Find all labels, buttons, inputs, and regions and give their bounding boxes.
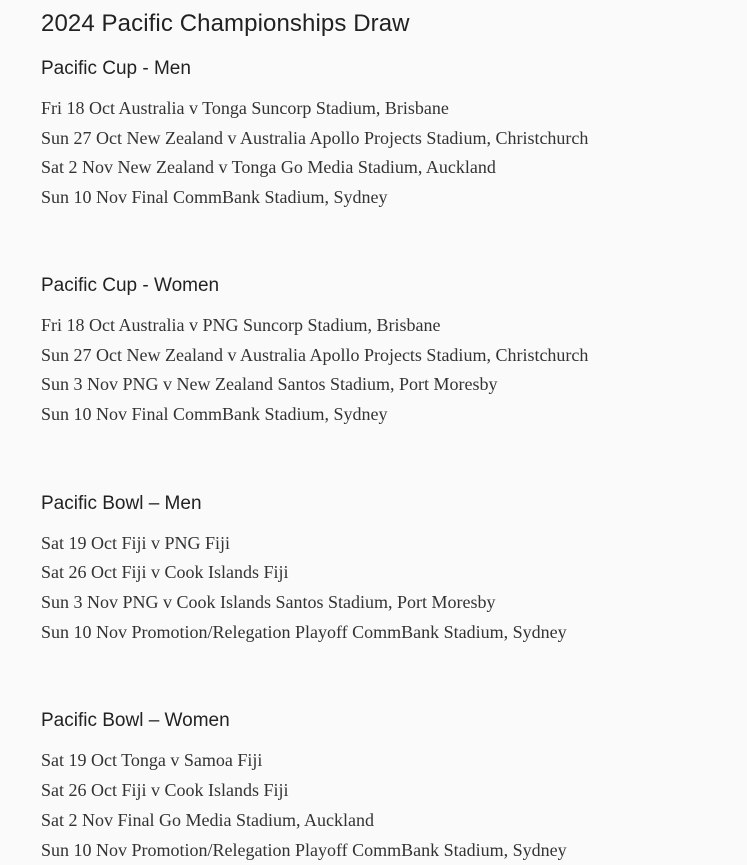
section-heading: Pacific Bowl – Women bbox=[41, 710, 230, 732]
fixture-item: Sat 26 Oct Fiji v Cook Islands Fiji bbox=[41, 562, 289, 583]
fixture-item: Fri 18 Oct Australia v Tonga Suncorp Stadium, Brisbane bbox=[41, 98, 449, 118]
fixture-item: Sat 2 Nov New Zealand v Tonga Go Media Stadium, Auckland bbox=[41, 157, 496, 178]
section-heading: Pacific Cup - Women bbox=[41, 274, 220, 296]
section-pacific-cup-women bbox=[41, 274, 747, 430]
fixture-item: Sat 2 Nov Final Go Media Stadium, Auckland bbox=[41, 809, 374, 830]
fixture-item: Fri 18 Oct Australia v PNG Suncorp Stadium, Brisbane bbox=[41, 314, 441, 335]
fixture-item: Sat 19 Oct Tonga v Samoa Fiji bbox=[41, 750, 263, 771]
section-pacific-bowl-women bbox=[41, 709, 747, 865]
fixture-list bbox=[41, 746, 747, 865]
fixture-item: Sun 10 Nov Final CommBank Stadium, Sydney bbox=[41, 403, 388, 424]
page-title: 2024 Pacific Championships Draw bbox=[41, 10, 410, 37]
fixture-item: Sun 10 Nov Promotion/Relegation Playoff CommBank Stadium, Sydney bbox=[41, 839, 567, 860]
fixture-list bbox=[41, 94, 747, 213]
fixture-item: Sat 19 Oct Fiji v PNG Fiji bbox=[41, 532, 231, 553]
section-heading: Pacific Cup - Men bbox=[41, 58, 191, 79]
fixture-item: Sun 27 Oct New Zealand v Australia Apollo Projects Stadium, Christchurch bbox=[41, 127, 589, 148]
fixture-item: Sun 10 Nov Promotion/Relegation Playoff CommBank Stadium, Sydney bbox=[41, 621, 567, 642]
fixture-item: Sat 26 Oct Fiji v Cook Islands Fiji bbox=[41, 780, 289, 801]
fixture-item: Sun 3 Nov PNG v New Zealand Santos Stadium, Port Moresby bbox=[41, 374, 498, 395]
section-pacific-cup-men bbox=[41, 57, 747, 213]
fixture-item: Sun 3 Nov PNG v Cook Islands Santos Stadium, Port Moresby bbox=[41, 592, 496, 613]
section-heading: Pacific Bowl – Men bbox=[41, 492, 202, 514]
fixture-list bbox=[41, 311, 747, 430]
fixture-item: Sun 10 Nov Final CommBank Stadium, Sydney bbox=[41, 187, 388, 208]
fixture-list bbox=[41, 529, 747, 648]
fixture-item: Sun 27 Oct New Zealand v Australia Apollo Projects Stadium, Christchurch bbox=[41, 344, 589, 365]
section-pacific-bowl-men bbox=[41, 492, 747, 648]
